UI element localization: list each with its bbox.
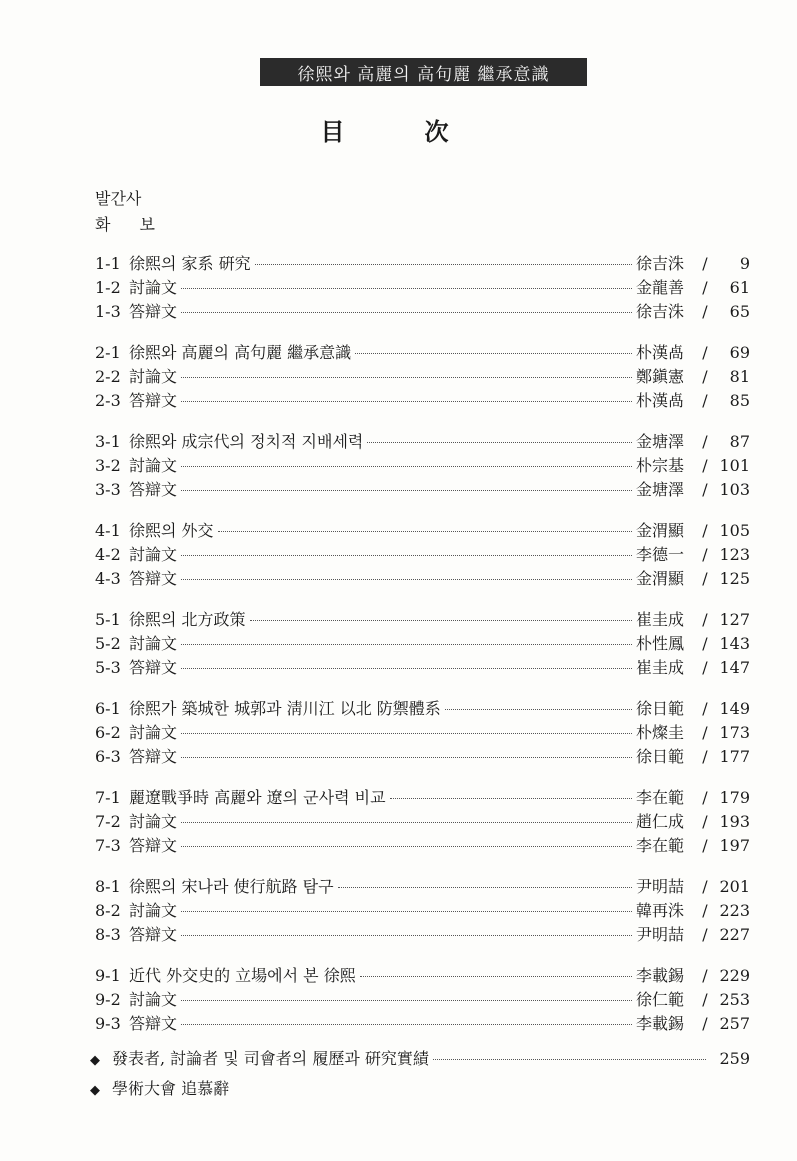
toc-entry[interactable] (95, 745, 750, 769)
page-title: 目 次 (320, 117, 477, 146)
entry-page-number: 81 (729, 367, 750, 386)
entry-author: 朴漢卨 (636, 391, 685, 410)
leader-dots (181, 644, 632, 645)
entry-author: 李載錫 (636, 1014, 685, 1033)
leader-dots (181, 288, 632, 289)
entry-author: 徐吉洙 (636, 302, 685, 321)
entry-title: 徐熙의 宋나라 使行航路 탐구 (129, 877, 334, 896)
prelim-preface[interactable]: 발간사 (95, 189, 142, 208)
entry-author: 金塘澤 (636, 432, 685, 451)
separator: / (702, 545, 708, 564)
prelim-photos[interactable]: 화 보 (95, 215, 167, 234)
entry-page-number: 259 (719, 1049, 750, 1068)
separator: / (702, 877, 708, 896)
entry-author: 尹明喆 (636, 925, 685, 944)
entry-author: 李在範 (636, 788, 685, 807)
entry-number: 3-1 (95, 432, 121, 451)
entry-author: 徐仁範 (636, 990, 685, 1009)
entry-page-number: 173 (719, 723, 750, 742)
entry-number: 5-3 (95, 658, 121, 677)
entry-title: 答辯文 (129, 569, 178, 588)
entry-title: 答辯文 (129, 925, 178, 944)
entry-author: 崔圭成 (636, 658, 685, 677)
diamond-bullet-icon: ◆ (90, 1083, 100, 1098)
entry-title: 答辯文 (129, 747, 178, 766)
entry-title: 討論文 (129, 901, 178, 920)
entry-title: 徐熙와 成宗代의 정치적 지배세력 (129, 432, 364, 451)
entry-author: 李載錫 (636, 966, 685, 985)
toc-entry[interactable] (95, 834, 750, 858)
leader-dots (181, 911, 632, 912)
entry-page-number: 223 (719, 901, 750, 920)
entry-number: 2-3 (95, 391, 121, 410)
toc-entry[interactable] (95, 608, 750, 632)
leader-dots (445, 709, 632, 710)
separator: / (702, 925, 708, 944)
entry-page-number: 127 (719, 610, 750, 629)
entry-page-number: 103 (719, 480, 750, 499)
entry-page-number: 147 (719, 658, 750, 677)
separator: / (702, 367, 708, 386)
toc-section (95, 519, 750, 591)
entry-number: 3-3 (95, 480, 121, 499)
leader-dots (433, 1059, 706, 1060)
leader-dots (250, 620, 632, 621)
leader-dots (181, 935, 632, 936)
entry-number: 4-1 (95, 521, 121, 540)
entry-title: 近代 外交史的 立場에서 본 徐熙 (129, 966, 356, 985)
leader-dots (390, 798, 632, 799)
entry-title: 答辯文 (129, 391, 178, 410)
entry-page-number: 69 (729, 343, 750, 362)
entry-number: 7-2 (95, 812, 121, 831)
entry-page-number: 149 (719, 699, 750, 718)
separator: / (702, 610, 708, 629)
entry-page-number: 253 (719, 990, 750, 1009)
toc-entry[interactable] (95, 454, 750, 478)
entry-title: 討論文 (129, 367, 178, 386)
leader-dots (355, 353, 632, 354)
toc-entry[interactable] (95, 519, 750, 543)
entry-number: 6-2 (95, 723, 121, 742)
entry-page-number: 229 (719, 966, 750, 985)
entry-author: 金渭顯 (636, 521, 685, 540)
separator: / (702, 699, 708, 718)
entry-page-number: 201 (719, 877, 750, 896)
leader-dots (181, 312, 632, 313)
entry-page-number: 193 (719, 812, 750, 831)
leader-dots (181, 733, 632, 734)
entry-number: 8-2 (95, 901, 121, 920)
entry-number: 1-2 (95, 278, 121, 297)
entry-page-number: 65 (729, 302, 750, 321)
entry-number: 4-2 (95, 545, 121, 564)
entry-author: 徐日範 (636, 699, 685, 718)
toc-entry[interactable] (95, 697, 750, 721)
entry-page-number: 125 (719, 569, 750, 588)
separator: / (702, 343, 708, 362)
separator: / (702, 788, 708, 807)
leader-dots (181, 490, 632, 491)
entry-author: 金龍善 (636, 278, 685, 297)
entry-author: 尹明喆 (636, 877, 685, 896)
entry-title: 學術大會 追慕辭 (112, 1079, 230, 1098)
entry-title: 討論文 (129, 990, 178, 1009)
book-title-banner: 徐熙와 高麗의 高句麗 繼承意識 (260, 58, 587, 86)
entry-page-number: 177 (719, 747, 750, 766)
toc-section (95, 252, 750, 324)
separator: / (702, 836, 708, 855)
entry-number: 1-1 (95, 254, 121, 273)
leader-dots (181, 579, 632, 580)
separator: / (702, 521, 708, 540)
entry-page-number: 197 (719, 836, 750, 855)
entry-author: 徐吉洙 (636, 254, 685, 273)
entry-page-number: 123 (719, 545, 750, 564)
separator: / (702, 990, 708, 1009)
entry-number: 6-1 (95, 699, 121, 718)
entry-title: 討論文 (129, 812, 178, 831)
entry-page-number: 179 (719, 788, 750, 807)
separator: / (702, 1014, 708, 1033)
entry-author: 朴燦圭 (636, 723, 685, 742)
toc-entry[interactable] (95, 656, 750, 680)
toc-section (95, 875, 750, 947)
entry-number: 7-1 (95, 788, 121, 807)
toc-entry[interactable] (95, 341, 750, 365)
separator: / (702, 966, 708, 985)
appendix-entry[interactable] (90, 1044, 750, 1074)
leader-dots (181, 668, 632, 669)
entry-title: 發表者, 討論者 및 司會者의 履歷과 硏究實績 (112, 1049, 429, 1068)
preliminary-items (95, 186, 167, 238)
entry-author: 韓再洙 (636, 901, 685, 920)
separator: / (702, 480, 708, 499)
entry-title: 答辯文 (129, 480, 178, 499)
entry-author: 趙仁成 (636, 812, 685, 831)
toc-entry[interactable] (95, 923, 750, 947)
entry-page-number: 227 (719, 925, 750, 944)
entry-author: 朴宗基 (636, 456, 685, 475)
leader-dots (181, 1024, 632, 1025)
entry-page-number: 61 (729, 278, 750, 297)
leader-dots (181, 757, 632, 758)
entry-number: 5-1 (95, 610, 121, 629)
entry-page-number: 101 (719, 456, 750, 475)
entry-number: 2-2 (95, 367, 121, 386)
entry-title: 討論文 (129, 545, 178, 564)
separator: / (702, 634, 708, 653)
entry-author: 朴漢卨 (636, 343, 685, 362)
separator: / (702, 901, 708, 920)
leader-dots (181, 466, 632, 467)
entry-number: 9-2 (95, 990, 121, 1009)
toc-section (95, 697, 750, 769)
entry-title: 討論文 (129, 278, 178, 297)
entry-page-number: 9 (739, 254, 750, 273)
toc-entry[interactable] (95, 252, 750, 276)
toc-entry[interactable] (95, 786, 750, 810)
separator: / (702, 747, 708, 766)
entry-page-number: 85 (729, 391, 750, 410)
entry-number: 7-3 (95, 836, 121, 855)
toc-section (95, 786, 750, 858)
leader-dots (360, 976, 632, 977)
entry-title: 答辯文 (129, 658, 178, 677)
entry-title: 徐熙의 外交 (129, 521, 214, 540)
leader-dots (338, 887, 632, 888)
entry-page-number: 143 (719, 634, 750, 653)
entry-number: 3-2 (95, 456, 121, 475)
toc-section (95, 430, 750, 502)
toc-entry[interactable] (95, 721, 750, 745)
entry-number: 9-1 (95, 966, 121, 985)
toc-entry[interactable] (95, 276, 750, 300)
table-of-contents (95, 252, 750, 1053)
entry-author: 鄭鎭憲 (636, 367, 685, 386)
toc-entry[interactable] (95, 300, 750, 324)
entry-title: 討論文 (129, 723, 178, 742)
entry-author: 金塘澤 (636, 480, 685, 499)
entry-title: 徐熙의 北方政策 (129, 610, 246, 629)
toc-entry[interactable] (95, 632, 750, 656)
toc-entry[interactable] (95, 389, 750, 413)
leader-dots (181, 822, 632, 823)
separator: / (702, 658, 708, 677)
entry-title: 徐熙의 家系 硏究 (129, 254, 251, 273)
entry-author: 徐日範 (636, 747, 685, 766)
entry-title: 徐熙가 築城한 城郭과 淸川江 以北 防禦體系 (129, 699, 441, 718)
entry-number: 1-3 (95, 302, 121, 321)
separator: / (702, 723, 708, 742)
entry-number: 9-3 (95, 1014, 121, 1033)
entry-number: 4-3 (95, 569, 121, 588)
toc-entry[interactable] (95, 365, 750, 389)
toc-section (95, 341, 750, 413)
entry-author: 李德一 (636, 545, 685, 564)
leader-dots (181, 401, 632, 402)
entry-page-number: 257 (719, 1014, 750, 1033)
entry-number: 5-2 (95, 634, 121, 653)
entry-number: 6-3 (95, 747, 121, 766)
toc-entry[interactable] (95, 875, 750, 899)
separator: / (702, 254, 708, 273)
leader-dots (218, 531, 632, 532)
entry-title: 答辯文 (129, 1014, 178, 1033)
separator: / (702, 302, 708, 321)
entry-author: 金渭顯 (636, 569, 685, 588)
entry-title: 答辯文 (129, 302, 178, 321)
toc-section (95, 608, 750, 680)
entry-title: 討論文 (129, 456, 178, 475)
separator: / (702, 456, 708, 475)
separator: / (702, 278, 708, 297)
entry-page-number: 87 (729, 432, 750, 451)
entry-title: 麗遼戰爭時 高麗와 遼의 군사력 비교 (129, 788, 386, 807)
toc-entry[interactable] (95, 988, 750, 1012)
leader-dots (181, 377, 632, 378)
toc-entry[interactable] (95, 1012, 750, 1036)
toc-entry[interactable] (95, 964, 750, 988)
toc-entry[interactable] (95, 543, 750, 567)
appendix-entry[interactable] (90, 1074, 750, 1104)
toc-entry[interactable] (95, 899, 750, 923)
entry-number: 8-1 (95, 877, 121, 896)
entry-number: 8-3 (95, 925, 121, 944)
entry-number: 2-1 (95, 343, 121, 362)
entry-page-number: 105 (719, 521, 750, 540)
entry-title: 徐熙와 高麗의 高句麗 繼承意識 (129, 343, 352, 362)
leader-dots (181, 555, 632, 556)
leader-dots (181, 1000, 632, 1001)
entry-author: 崔圭成 (636, 610, 685, 629)
leader-dots (181, 846, 632, 847)
separator: / (702, 812, 708, 831)
diamond-bullet-icon: ◆ (90, 1053, 100, 1068)
toc-entry[interactable] (95, 478, 750, 502)
separator: / (702, 391, 708, 410)
toc-entry[interactable] (95, 430, 750, 454)
entry-author: 李在範 (636, 836, 685, 855)
toc-section (95, 964, 750, 1036)
entry-author: 朴性鳳 (636, 634, 685, 653)
separator: / (702, 432, 708, 451)
entry-title: 答辯文 (129, 836, 178, 855)
entry-title: 討論文 (129, 634, 178, 653)
leader-dots (367, 442, 632, 443)
toc-entry[interactable] (95, 810, 750, 834)
separator: / (702, 569, 708, 588)
toc-entry[interactable] (95, 567, 750, 591)
leader-dots (255, 264, 632, 265)
appendix-list (90, 1044, 750, 1104)
